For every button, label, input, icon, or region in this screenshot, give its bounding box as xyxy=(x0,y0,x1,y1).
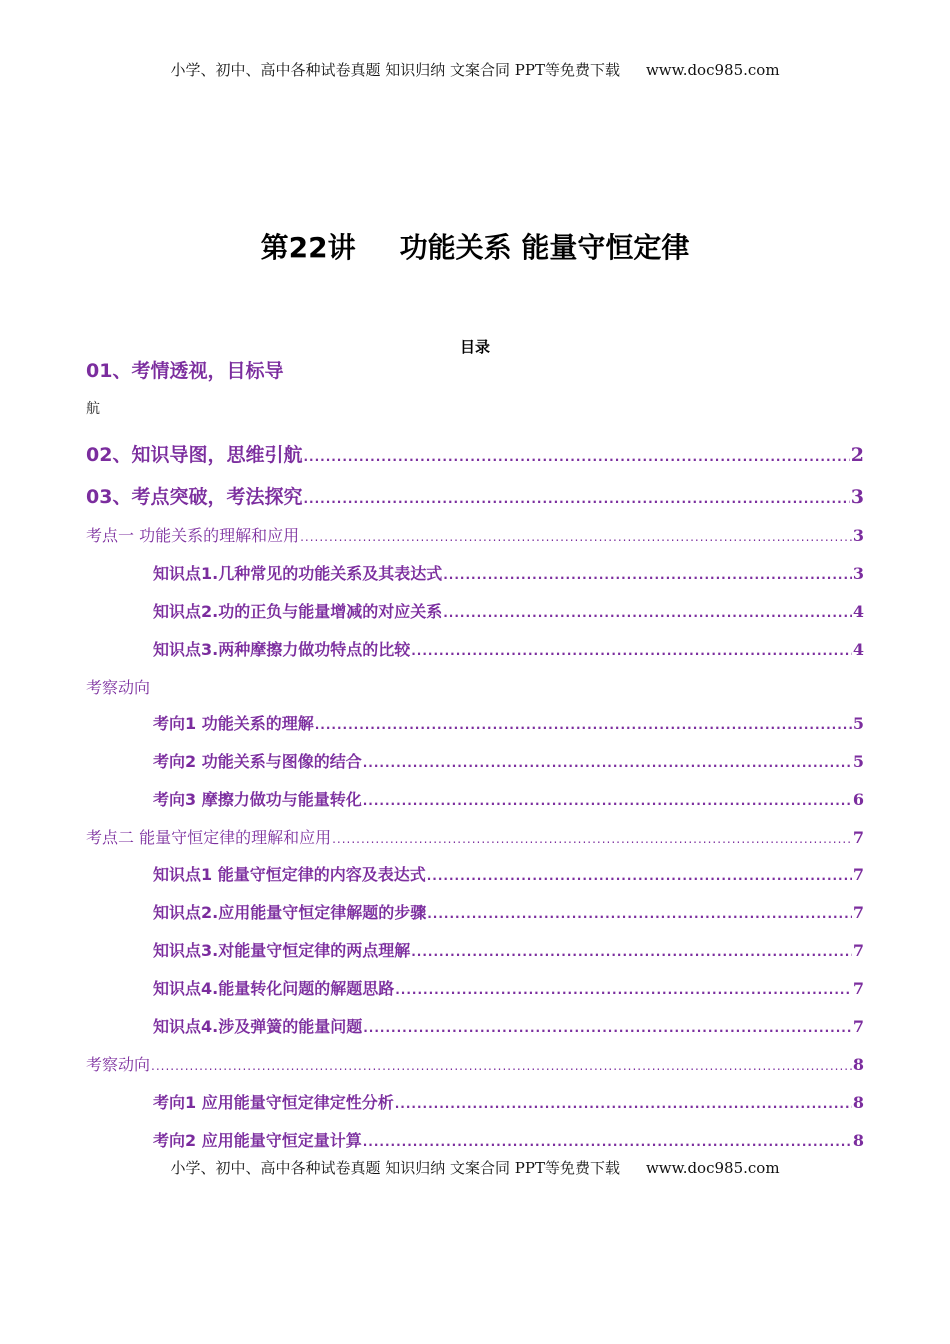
page-number: 7 xyxy=(852,979,864,998)
leader-dots xyxy=(303,450,849,464)
page-number: 4 xyxy=(852,602,864,621)
toc-item[interactable]: 考向2 应用能量守恒定量计算 ..... 8 xyxy=(153,1128,864,1151)
page-number: 4 xyxy=(852,640,864,659)
leader-dots xyxy=(363,756,852,770)
leader-dots xyxy=(303,492,849,506)
toc-section-1[interactable]: 01、考情透视，目标导 xyxy=(86,360,284,382)
leader-dots xyxy=(427,869,852,883)
page-number: 7 xyxy=(852,865,864,884)
leader-dots xyxy=(427,907,852,921)
footer-text: 小学、初中、高中各种试卷真题 知识归纳 文案合同 PPT等免费下载 xyxy=(170,1159,620,1177)
header-url[interactable]: www.doc985.com xyxy=(645,61,780,79)
page-number: 8 xyxy=(852,1093,864,1112)
toc-item[interactable]: 考向1 功能关系的理解 ..... 5 xyxy=(153,711,864,734)
toc-item[interactable]: 知识点2.应用能量守恒定律解题的步骤 ..... 7 xyxy=(153,900,864,923)
leader-dots xyxy=(363,794,852,808)
page-number: 2 xyxy=(850,444,864,466)
page-number: 8 xyxy=(852,1131,864,1150)
toc-section-1-wrap: 航 xyxy=(86,401,100,417)
page-number: 3 xyxy=(850,486,864,508)
leader-dots xyxy=(315,718,852,732)
leader-dots xyxy=(395,1097,852,1111)
toc-kaocha-2[interactable]: 考察动向 ..... 8 xyxy=(86,1052,864,1075)
toc-kaodian-2[interactable]: 考点二 能量守恒定律的理解和应用 ..... 7 xyxy=(86,825,864,848)
page-number: 5 xyxy=(852,714,864,733)
leader-dots xyxy=(411,945,852,959)
page-number: 7 xyxy=(852,828,864,847)
leader-dots xyxy=(443,606,852,620)
toc-item[interactable]: 考向2 功能关系与图像的结合 ..... 5 xyxy=(153,749,864,772)
leader-dots xyxy=(395,983,852,997)
page-number: 3 xyxy=(852,526,864,545)
toc-heading: 目录 xyxy=(459,338,490,356)
toc-kaocha-1[interactable]: 考察动向 xyxy=(86,678,151,697)
toc-kaodian-1[interactable]: 考点一 功能关系的理解和应用 ..... 3 xyxy=(86,523,864,546)
leader-dots xyxy=(332,832,852,846)
toc-item[interactable]: 知识点3.对能量守恒定律的两点理解 ..... 7 xyxy=(153,938,864,961)
toc-item[interactable]: 知识点4.能量转化问题的解题思路 ..... 7 xyxy=(153,976,864,999)
toc-item[interactable]: 知识点4.涉及弹簧的能量问题 ..... 7 xyxy=(153,1014,864,1037)
leader-dots xyxy=(363,1021,852,1035)
toc-section-3[interactable]: 03、考点突破，考法探究 ..... 3 xyxy=(86,482,864,509)
header-text: 小学、初中、高中各种试卷真题 知识归纳 文案合同 PPT等免费下载 xyxy=(170,61,620,79)
leader-dots xyxy=(151,1059,852,1073)
page-title xyxy=(0,226,950,266)
leader-dots xyxy=(411,644,852,658)
leader-dots xyxy=(443,568,852,582)
page-number: 5 xyxy=(852,752,864,771)
toc-item[interactable]: 考向3 摩擦力做功与能量转化 ..... 6 xyxy=(153,787,864,810)
page-footer xyxy=(0,1157,950,1178)
footer-url[interactable]: www.doc985.com xyxy=(645,1159,780,1177)
toc-item[interactable]: 知识点3.两种摩擦力做功特点的比较 ..... 4 xyxy=(153,637,864,660)
toc-item[interactable]: 知识点1 能量守恒定律的内容及表达式 ..... 7 xyxy=(153,862,864,885)
page-header xyxy=(0,59,950,80)
lecture-number: 第22讲 xyxy=(260,231,356,264)
leader-dots xyxy=(363,1135,852,1149)
page-number: 7 xyxy=(852,903,864,922)
toc-item[interactable]: 知识点1.几种常见的功能关系及其表达式 ..... 3 xyxy=(153,561,864,584)
page-number: 7 xyxy=(852,1017,864,1036)
lecture-topic: 功能关系 能量守恒定律 xyxy=(399,231,690,264)
page-number: 7 xyxy=(852,941,864,960)
leader-dots xyxy=(300,530,852,544)
toc-item[interactable]: 考向1 应用能量守恒定律定性分析 ..... 8 xyxy=(153,1090,864,1113)
page-number: 6 xyxy=(852,790,864,809)
page-number: 3 xyxy=(852,564,864,583)
page-number: 8 xyxy=(852,1055,864,1074)
toc-item[interactable]: 知识点2.功的正负与能量增减的对应关系 ..... 4 xyxy=(153,599,864,622)
toc-section-2[interactable]: 02、知识导图，思维引航 ..... 2 xyxy=(86,440,864,467)
